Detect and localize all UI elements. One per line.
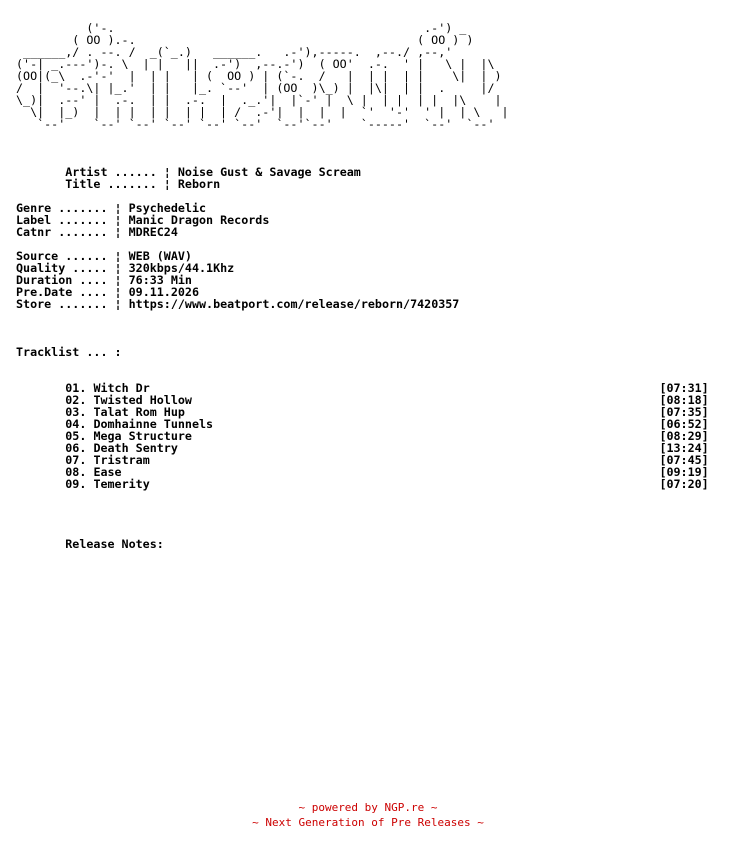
info-value: Psychedelic (128, 201, 207, 215)
source-value: WEB (WAV) (128, 249, 192, 263)
tracklist-header: Tracklist ... : (16, 345, 122, 359)
track-number: 09. (65, 477, 87, 491)
track-duration: [08:29] (659, 429, 709, 443)
track-title: Ease (93, 465, 122, 479)
nfo-document (16, 22, 709, 550)
separator: ¦ (114, 249, 122, 263)
spacer (16, 310, 709, 346)
track-title: Twisted Hollow (93, 393, 192, 407)
source-value: 76:33 Min (128, 273, 192, 287)
track-title: Mega Structure (93, 429, 192, 443)
ascii-logo: ('-. .-') _ ( OO ).-. ( OO ) ) ______,/ . --. / _(`_.) ______. .-'),-----. ,--./ ,--,' ('-| _.---')-. \ | | || .-') ,--.-') ( OO' .-. ' | \ | |\ (OO|(_\ .-'-' | | | | ( OO ) | (`-. / | | | | | \| | ) / | '--.\| |_.' | | |_. `--' | (OO )\_) | |\| | | . |/ \_)| .--' | .-. | | .-. | ._.'| |`-' | \ | | | | | |\ | \| |_) | | | | | | | | / .-'| | | | `' '-' ' | | \ | `--' `--' `--' `--' `--' `--' `--'`--' `-----' `--' `--' (16, 21, 509, 131)
track-duration: [07:45] (659, 453, 709, 467)
separator: ¦ (114, 201, 122, 215)
separator: ¦ (114, 261, 122, 275)
release-notes-header: Release Notes: (65, 537, 164, 551)
track-title: Domhainne Tunnels (93, 417, 214, 431)
separator: ¦ (114, 225, 122, 239)
footer-tagline: ~ Next Generation of Pre Releases ~ (252, 816, 484, 829)
source-block (16, 250, 709, 310)
source-value: https://www.beatport.com/release/reborn/7420357 (128, 297, 460, 311)
track-duration: [06:52] (659, 417, 709, 431)
track-title: Tristram (93, 453, 150, 467)
info-line (16, 226, 709, 238)
track-duration: [09:19] (659, 465, 709, 479)
tracklist (16, 382, 709, 490)
info-label: Label ....... (16, 213, 108, 227)
track-title: Witch Dr (93, 381, 150, 395)
track-number: 03. (65, 405, 87, 419)
separator: ¦ (114, 285, 122, 299)
track-number: 02. (65, 393, 87, 407)
track-number: 01. (65, 381, 87, 395)
track-duration: [07:20] (659, 477, 709, 491)
artist-label: Artist ...... (65, 165, 157, 179)
separator: ¦ (163, 177, 171, 191)
track-number: 06. (65, 441, 87, 455)
track-title: Temerity (93, 477, 150, 491)
track-duration: [13:24] (659, 441, 709, 455)
source-value: 320kbps/44.1Khz (128, 261, 235, 275)
source-label: Store ....... (16, 297, 108, 311)
footer-powered-by: ~ powered by NGP.re ~ (298, 801, 438, 814)
title-value: Reborn (177, 177, 221, 191)
source-label: Source ...... (16, 249, 108, 263)
separator: ¦ (114, 297, 122, 311)
info-value: MDREC24 (128, 225, 178, 239)
title-line (16, 178, 709, 190)
spacer (16, 358, 709, 382)
source-label: Quality ..... (16, 261, 108, 275)
track-title: Death Sentry (93, 441, 178, 455)
track-title: Talat Rom Hup (93, 405, 185, 419)
info-label: Catnr ....... (16, 225, 108, 239)
spacer (16, 490, 709, 538)
separator: ¦ (163, 165, 171, 179)
separator: ¦ (114, 213, 122, 227)
track-duration: [07:31] (659, 381, 709, 395)
source-line (16, 298, 709, 310)
source-value: 09.11.2026 (128, 285, 199, 299)
track-duration: [08:18] (659, 393, 709, 407)
source-label: Duration .... (16, 273, 108, 287)
track-number: 08. (65, 465, 87, 479)
spacer (16, 130, 709, 166)
title-label: Title ....... (65, 177, 157, 191)
info-value: Manic Dragon Records (128, 213, 270, 227)
track-number: 05. (65, 429, 87, 443)
info-label: Genre ....... (16, 201, 108, 215)
track-duration: [07:35] (659, 405, 709, 419)
track-number: 04. (65, 417, 87, 431)
separator: ¦ (114, 273, 122, 287)
info-block (16, 202, 709, 238)
track-number: 07. (65, 453, 87, 467)
artist-value: Noise Gust & Savage Scream (177, 165, 361, 179)
release-notes-line (16, 538, 709, 550)
track-row (16, 478, 709, 490)
source-label: Pre.Date .... (16, 285, 108, 299)
